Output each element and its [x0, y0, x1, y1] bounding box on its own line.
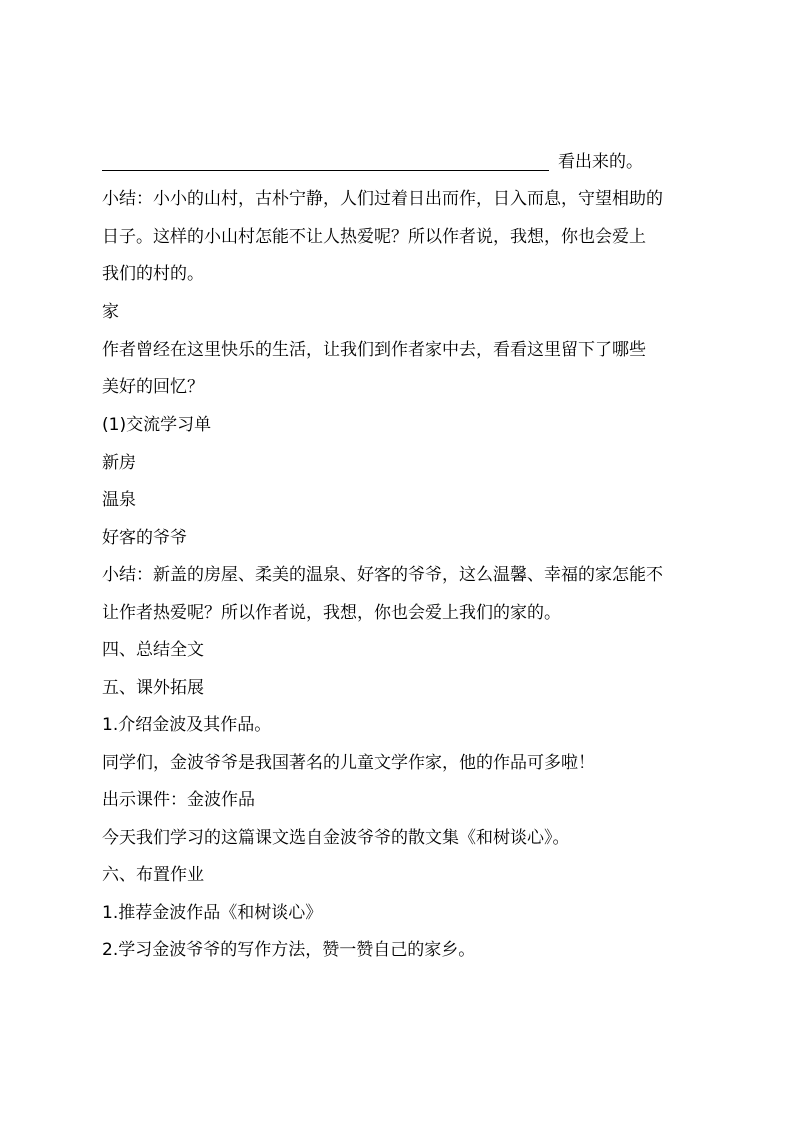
summary-village-line-1: 小结：小小的山村，古朴宁静，人们过着日出而作，日入而息，守望相助的 — [102, 189, 663, 209]
section-five-text-1: 同学们，金波爷爷是我国著名的儿童文学作家，他的作品可多啦！ — [102, 753, 595, 773]
fill-in-blank-line — [102, 170, 549, 171]
item-new-house: 新房 — [102, 453, 136, 473]
summary-home-line-2: 让作者热爱呢？所以作者说，我想，你也会爱上我们的家的。 — [102, 603, 561, 623]
section-five-text-3: 今天我们学习的这篇课文选自金波爷爷的散文集《和树谈心》。 — [102, 828, 570, 848]
section-four-heading: 四、总结全文 — [102, 640, 204, 660]
section-five-text-2: 出示课件：金波作品 — [102, 790, 255, 810]
summary-home-line-1: 小结：新盖的房屋、柔美的温泉、好客的爷爷，这么温馨、幸福的家怎能不 — [102, 565, 663, 585]
item-hot-spring: 温泉 — [102, 490, 136, 510]
section-six-heading: 六、布置作业 — [102, 865, 204, 885]
section-five-item-1: 1.介绍金波及其作品。 — [102, 715, 272, 735]
heading-home: 家 — [102, 302, 119, 322]
section-six-item-2: 2.学习金波爷爷的写作方法，赞一赞自己的家乡。 — [102, 940, 476, 960]
home-intro-line-1: 作者曾经在这里快乐的生活，让我们到作者家中去，看看这里留下了哪些 — [102, 340, 646, 360]
home-intro-line-2: 美好的回忆？ — [102, 377, 204, 397]
summary-village-line-3: 我们的村的。 — [102, 264, 204, 284]
section-five-heading: 五、课外拓展 — [102, 678, 204, 698]
fill-in-suffix: 看出来的。 — [558, 152, 643, 172]
item-hospitable-grandpa: 好客的爷爷 — [102, 528, 187, 548]
summary-village-line-2: 日子。这样的小山村怎能不让人热爱呢？所以作者说，我想，你也会爱上 — [102, 227, 646, 247]
step-exchange-worksheet: (1)交流学习单 — [102, 415, 212, 435]
section-six-item-1: 1.推荐金波作品《和树谈心》 — [102, 903, 323, 923]
